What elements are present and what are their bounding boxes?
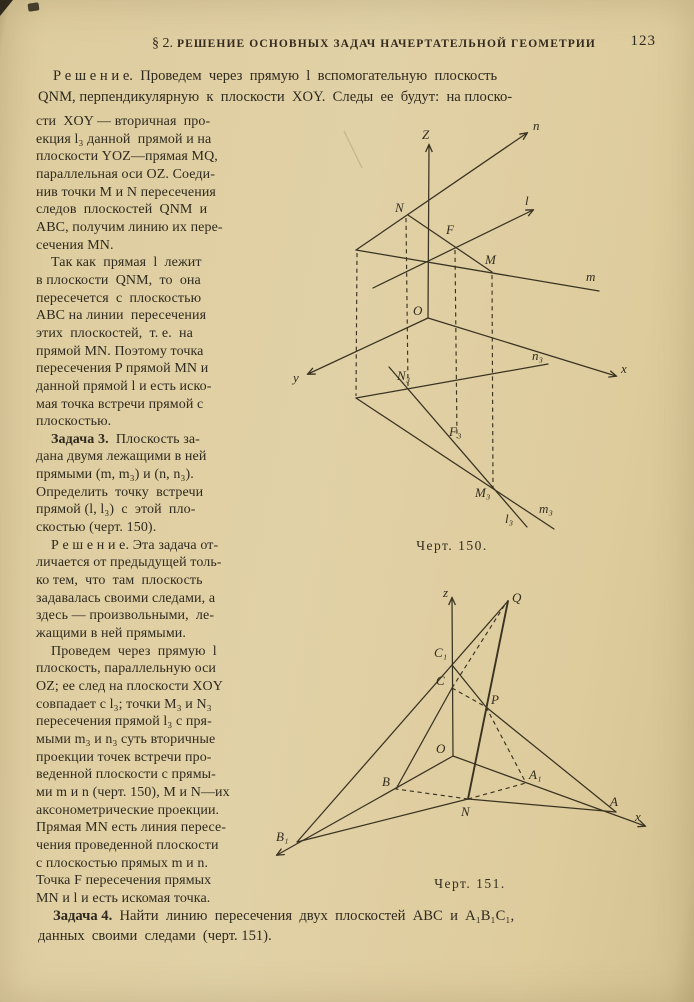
hidden-line-CQ — [452, 603, 506, 688]
label-M3: M₃ — [475, 485, 491, 500]
text-line: личается от предыдущей толь- — [36, 555, 222, 571]
text-line: сти XOY — вторичная про- — [36, 114, 211, 129]
trace-PA — [486, 707, 616, 812]
figure-151-caption: Черт. 151. — [434, 876, 506, 891]
text-line: проекции точек встречи про- — [36, 749, 212, 765]
text-line: Р е ш е н и е. Эта задача от- — [51, 537, 219, 553]
line-n3 — [356, 364, 548, 398]
text-line: плоскость, параллельную оси — [36, 661, 217, 677]
task3-text: Плоскость за- — [108, 431, 200, 447]
x-axis — [453, 756, 645, 826]
text-line: данных своими следами (черт. 151). — [38, 928, 272, 944]
section-number: § 2. — [152, 36, 174, 51]
figure-150-caption: Черт. 150. — [416, 538, 488, 553]
line-l — [373, 210, 533, 288]
z-axis — [452, 598, 453, 756]
task3-label: Задача 3. — [51, 431, 109, 447]
label-N: N — [395, 200, 404, 215]
intersection-line-QPN — [468, 601, 508, 799]
label-l: l — [525, 193, 529, 208]
label-n: n — [533, 118, 540, 133]
text-line: Определить точку встречи — [36, 484, 204, 500]
projection-line — [492, 275, 493, 487]
text-line: чения проведенной плоскости — [36, 837, 219, 853]
hidden-line-CP — [452, 688, 486, 707]
header-title — [90, 36, 658, 52]
label-A1: A₁ — [529, 767, 542, 782]
text-line: здесь — произвольными, ле- — [36, 608, 215, 624]
text-line: задавалась своими следами, а — [36, 590, 216, 606]
label-m: m — [586, 269, 596, 284]
text-line: дана двумя лежащими в ней — [36, 449, 207, 465]
hidden-line-PA1 — [486, 707, 526, 783]
label-A: A — [610, 794, 618, 809]
line-m — [356, 250, 599, 291]
text-line: в плоскости QNM, то она — [36, 272, 201, 288]
hidden-line-NA1 — [468, 783, 526, 799]
text-line: скостью (черт. 150). — [36, 520, 157, 536]
label-Q: Q — [512, 590, 522, 605]
line-m3 — [356, 398, 554, 529]
trace-AN — [468, 799, 616, 812]
label-l3: l₃ — [505, 511, 514, 526]
text-line: плоскости YOZ—прямая MQ, — [36, 149, 218, 165]
text-line-task4 — [38, 906, 668, 926]
page-number: 123 — [630, 33, 656, 49]
text-line: прямой (l, l₃) с этой пло- — [36, 502, 196, 518]
hidden-line-NB — [396, 789, 468, 799]
text-line: мая точка встречи прямой с — [36, 396, 204, 412]
text-line: этих плоскостей, т. е. на — [36, 325, 193, 341]
text-line: Прямая MN есть линия пересе- — [36, 820, 227, 836]
text-line: плоскостью. — [36, 414, 112, 430]
text-line: екция l₃ данной прямой и на — [36, 131, 212, 147]
projection-line — [455, 250, 457, 438]
label-z: z — [443, 585, 449, 600]
page-header — [90, 33, 658, 54]
text-line: нив точки M и N пересечения — [36, 184, 216, 200]
line-n — [356, 133, 527, 250]
text-line: QNM, перпендикулярную к плоскости XOY. Следы ее будут: на плоско- — [38, 88, 513, 105]
trace-C1P — [452, 665, 486, 707]
text-line: Точка F пересечения прямых — [36, 873, 212, 889]
label-x: x — [621, 361, 627, 376]
label-N: N — [461, 804, 470, 819]
label-n3: n₃ — [532, 348, 544, 363]
text-line: совпадает с l₃; точки M₃ и N₃ — [36, 696, 212, 712]
trace-BC — [396, 688, 452, 789]
chapter-title: РЕШЕНИЕ ОСНОВНЫХ ЗАДАЧ НАЧЕРТАТЕЛЬНОЙ ГЕОМЕТРИИ — [177, 38, 596, 50]
label-P: P — [491, 692, 499, 707]
text-line-task3 — [36, 431, 342, 449]
text-line: веденной плоскости с прямы- — [36, 767, 216, 783]
label-B: B — [382, 774, 390, 789]
projection-line — [356, 253, 357, 396]
label-B1: B₁ — [276, 829, 289, 844]
page-corner-mark — [0, 0, 13, 16]
task4-text: Найти линию пересечения двух плоскостей ABC и A₁B₁C₁, — [112, 908, 515, 924]
line-l3 — [389, 367, 527, 527]
text-line: Проведем через прямую l — [51, 643, 217, 659]
text-line: мыми m₃ и n₃ суть вторичные — [36, 731, 216, 747]
label-F3: F₃ — [449, 424, 462, 439]
label-O: O — [413, 303, 423, 318]
z-axis — [428, 145, 429, 318]
text-line: ABC, получим линию их пере- — [36, 219, 223, 235]
text-line: жащими в ней прямыми. — [36, 626, 186, 642]
line-MN — [408, 215, 492, 272]
ink-speck — [27, 2, 39, 11]
label-O: O — [436, 741, 446, 756]
text-line: ABC на линии пересечения — [36, 308, 207, 324]
text-line: аксонометрические проекции. — [36, 802, 220, 818]
text-line: ко тем, что там плоскость — [36, 573, 203, 589]
text-line: OZ; ее след на плоскости XOY — [36, 679, 223, 694]
figure-150 — [288, 116, 672, 564]
text-line: сечения MN. — [36, 237, 114, 253]
text-line: пересечения P прямой MN и — [36, 361, 209, 377]
text-line: следов плоскостей QNM и — [36, 202, 208, 218]
text-line: пересечется с плоскостью — [36, 290, 202, 306]
text-line: прямыми (m, m₃) и (n, n₃). — [36, 467, 194, 483]
label-C: C — [436, 673, 445, 688]
label-N3: N₃ — [397, 368, 411, 383]
projection-line — [406, 218, 408, 387]
text-line: данной прямой l и есть иско- — [36, 378, 212, 394]
text-line: MN и l и есть искомая точка. — [36, 890, 211, 906]
crease-mark — [344, 131, 362, 168]
text-column — [36, 113, 342, 908]
text-line: параллельная оси OZ. Соеди- — [36, 166, 215, 182]
label-m3: m₃ — [539, 501, 553, 516]
text-line: Так как прямая l лежит — [51, 255, 202, 271]
text-line: с плоскостью прямых m и n. — [36, 855, 209, 871]
label-x: x — [635, 809, 641, 824]
intro-paragraph — [38, 66, 662, 107]
x-axis — [428, 318, 616, 376]
task4-label: Задача 4. — [53, 908, 113, 924]
text-line: прямой MN. Поэтому точка — [36, 343, 204, 359]
label-Z: Z — [422, 127, 430, 142]
text-line: Р е ш е н и е. Проведем через прямую l вспомогательную плоскость — [53, 68, 498, 84]
label-M: M — [485, 252, 496, 267]
label-C1: C₁ — [434, 645, 448, 660]
text-line: ми m и n (черт. 150), M и N—их — [36, 784, 230, 800]
label-y: y — [293, 370, 299, 385]
task4-paragraph — [38, 906, 668, 946]
text-line: пересечения прямой l₃ с пря- — [36, 714, 212, 730]
label-F: F — [446, 222, 454, 237]
